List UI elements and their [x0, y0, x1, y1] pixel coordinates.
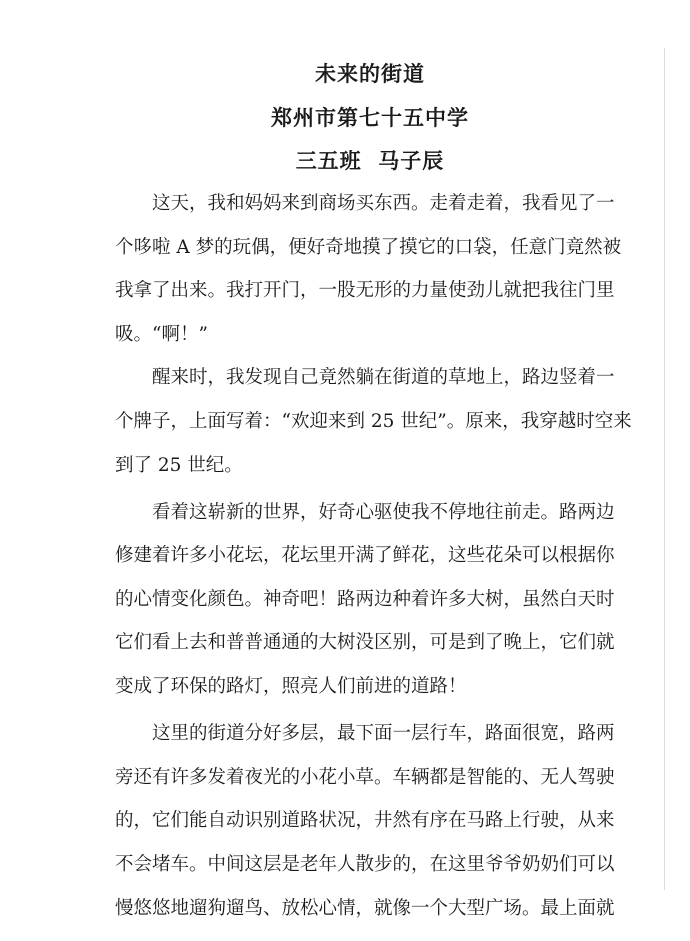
text-line: 的心情变化颜色。神奇吧！路两边种着许多大树，虽然白天时 — [115, 588, 615, 610]
text-line: 醒来时，我发现自己竟然躺在街道的草地上，路边竖着一 — [152, 367, 615, 389]
author-line: 三五班 马子辰 — [295, 148, 445, 173]
text-line: 修建着许多小花坛，花坛里开满了鲜花，这些花朵可以根据你 — [115, 545, 615, 567]
text-line: 到了 25 世纪。 — [115, 454, 243, 476]
text-line: 吸。“啊！” — [115, 323, 208, 345]
text-line: 我拿了出来。我打开门，一股无形的力量使劲儿就把我往门里 — [115, 280, 615, 302]
text-line: 个哆啦 A 梦的玩偶，便好奇地摸了摸它的口袋，任意门竟然被 — [115, 236, 622, 258]
text-line: 不会堵车。中间这层是老年人散步的，在这里爷爷奶奶们可以 — [115, 853, 615, 875]
paragraph — [115, 356, 632, 487]
paragraph — [115, 491, 628, 709]
school-name: 郑州市第七十五中学 — [271, 105, 469, 130]
text-line: 看着这崭新的世界，好奇心驱使我不停地往前走。路两边 — [152, 501, 615, 523]
essay-body — [115, 182, 632, 930]
text-line: 变成了环保的路灯，照亮人们前进的道路！ — [115, 676, 467, 698]
text-line: 这里的街道分好多层，最下面一层行车，路面很宽，路两 — [152, 723, 615, 745]
text-line: 慢悠悠地遛狗遛鸟、放松心情，就像一个大型广场。最上面就 — [115, 897, 615, 919]
paragraph — [115, 182, 628, 356]
text-line: 的，它们能自动识别道路状况，井然有序在马路上行驶，从来 — [115, 810, 615, 832]
essay-title: 未来的街道 — [315, 61, 425, 86]
text-line: 它们看上去和普普通通的大树没区别，可是到了晚上，它们就 — [115, 632, 615, 654]
text-line: 旁还有许多发着夜光的小花小草。车辆都是智能的、无人驾驶 — [115, 766, 615, 788]
paragraph — [115, 712, 628, 930]
text-line: 个牌子，上面写着：“欢迎来到 25 世纪”。原来，我穿越时空来 — [115, 410, 632, 432]
text-line: 这天，我和妈妈来到商场买东西。走着走着，我看见了一 — [152, 193, 615, 214]
